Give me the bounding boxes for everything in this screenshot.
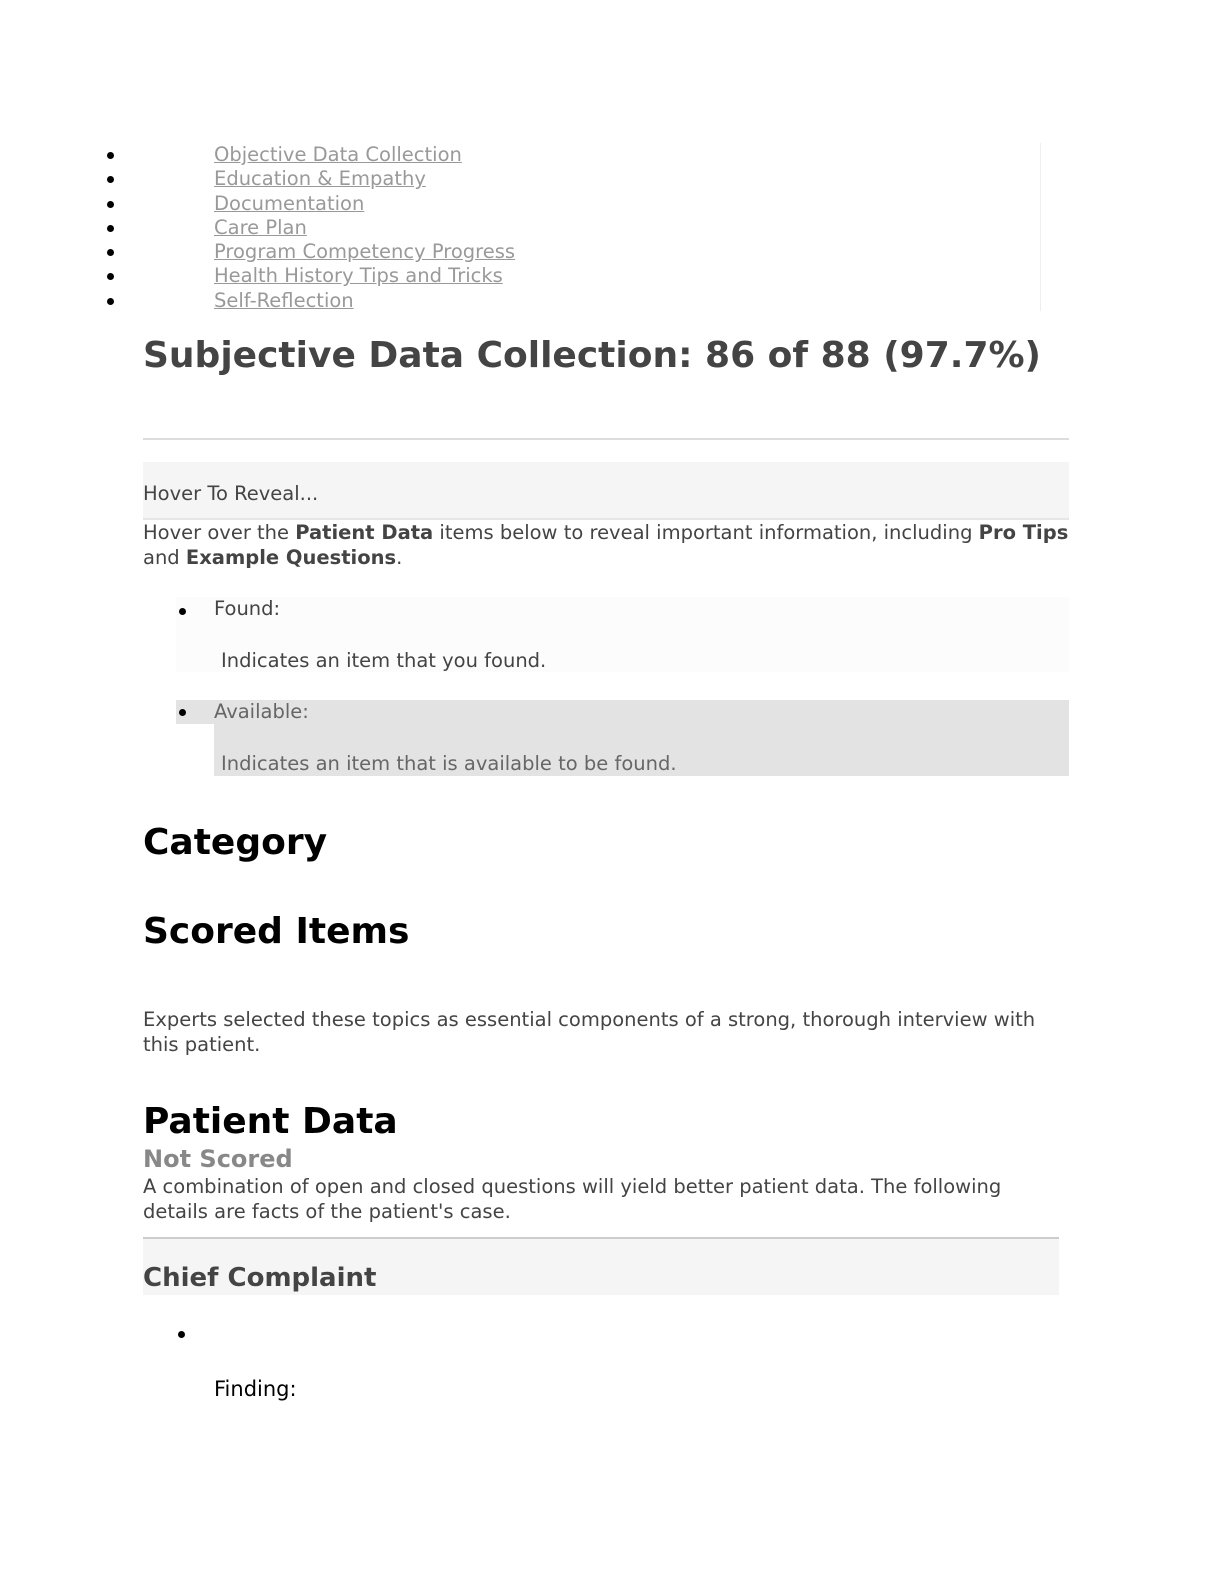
nav-item [100, 216, 1040, 240]
text: . [396, 546, 403, 569]
section-nav [100, 143, 1041, 311]
finding-label: Finding: [214, 1377, 297, 1401]
text: and [143, 546, 186, 569]
found-description: Indicates an item that you found. [221, 649, 547, 672]
legend-found [176, 597, 1069, 672]
legend-available [214, 700, 1069, 776]
bold-text: Patient Data [295, 521, 434, 544]
page-title: Subjective Data Collection: 86 of 88 (97.7%) [143, 335, 1042, 376]
nav-link-documentation[interactable]: Documentation [214, 191, 365, 215]
nav-item [100, 192, 1040, 216]
chief-complaint-heading: Chief Complaint [143, 1263, 377, 1293]
text: Hover over the [143, 521, 296, 544]
nav-item [100, 167, 1040, 191]
available-description: Indicates an item that is available to be found. [221, 752, 677, 775]
hover-to-reveal-header [143, 462, 1069, 520]
found-label: Found: [214, 597, 281, 620]
chief-complaint-header[interactable] [143, 1237, 1059, 1295]
nav-item [100, 240, 1040, 264]
nav-link-education-empathy[interactable]: Education & Empathy [214, 167, 426, 191]
bullet-icon [179, 709, 186, 716]
bullet-icon [179, 608, 186, 615]
bullet-icon [178, 1331, 185, 1338]
patient-data-description: A combination of open and closed questions will yield better patient data. The following details are facts of the patient's case. [143, 1175, 1002, 1223]
hover-heading: Hover To Reveal... [143, 482, 319, 505]
category-heading: Category [143, 822, 328, 863]
bold-text: Example Questions [185, 546, 397, 569]
text: items below to reveal important information, including [433, 521, 979, 544]
scored-items-description: Experts selected these topics as essential components of a strong, thorough interview with this patient. [143, 1008, 1036, 1056]
nav-link-self-reflection[interactable]: Self-Reflection [214, 288, 354, 312]
nav-item [100, 289, 1040, 313]
patient-data-heading: Patient Data [143, 1101, 398, 1142]
available-label: Available: [214, 700, 309, 723]
divider [143, 438, 1069, 440]
nav-item [100, 264, 1040, 288]
nav-link-competency-progress[interactable]: Program Competency Progress [214, 240, 516, 264]
nav-link-care-plan[interactable]: Care Plan [214, 215, 307, 239]
scored-items-heading: Scored Items [143, 911, 410, 952]
hover-instructions [143, 520, 1069, 570]
nav-link-tips-tricks[interactable]: Health History Tips and Tricks [214, 264, 503, 288]
nav-item [100, 143, 1040, 167]
not-scored-label: Not Scored [143, 1145, 293, 1173]
nav-link-objective-data[interactable]: Objective Data Collection [214, 143, 462, 166]
bold-text: Pro Tips [978, 521, 1069, 544]
